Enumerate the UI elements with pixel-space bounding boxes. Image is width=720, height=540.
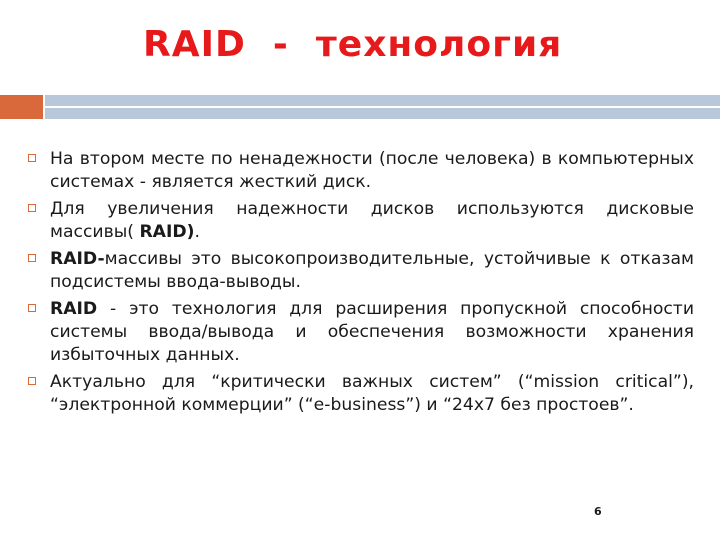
bullet-text-part: массивы это высокопроизводительные, устойчивые к отказам подсистемы ввода-выводы. [50,249,694,292]
bullet-text-part: - это технология для расширения пропускной способности системы ввода/вывода и обеспечения возможности хранения избыточных данных. [50,299,694,365]
bullet-text: На втором месте по ненадежности (после человека) в компьютерных системах - является жесткий диск. [50,149,694,192]
bullet-text [50,298,694,367]
square-bullet-icon [28,377,36,385]
list-item [28,298,694,367]
bullet-text-tail: . [194,222,200,242]
bullet-bold-term: RAID- [50,249,105,269]
list-item [28,248,694,294]
list-item [28,198,694,244]
bullet-bold-term: RAID [50,299,98,319]
bullet-text-part: Для увеличения надежности дисков используются дисковые массивы( [50,199,694,242]
page-number: 6 [594,505,602,518]
title-divider-bar [0,95,720,119]
bullet-text [50,248,694,294]
square-bullet-icon [28,254,36,262]
bullet-bold-term: RAID) [139,222,195,242]
divider-band [45,95,720,119]
bullet-text: Актуально для “критически важных систем” (“mission critical”), “электронной коммерции” (“e-business”) и “24x7 без простоев”. [50,372,694,415]
divider-line [45,106,720,108]
square-bullet-icon [28,304,36,312]
divider-accent-block [0,95,45,119]
square-bullet-icon [28,204,36,212]
list-item [28,148,694,194]
bullet-text [50,198,694,244]
list-item [28,371,694,417]
slide-title: RAID - технология [143,24,563,65]
bullet-list [28,148,694,421]
square-bullet-icon [28,154,36,162]
